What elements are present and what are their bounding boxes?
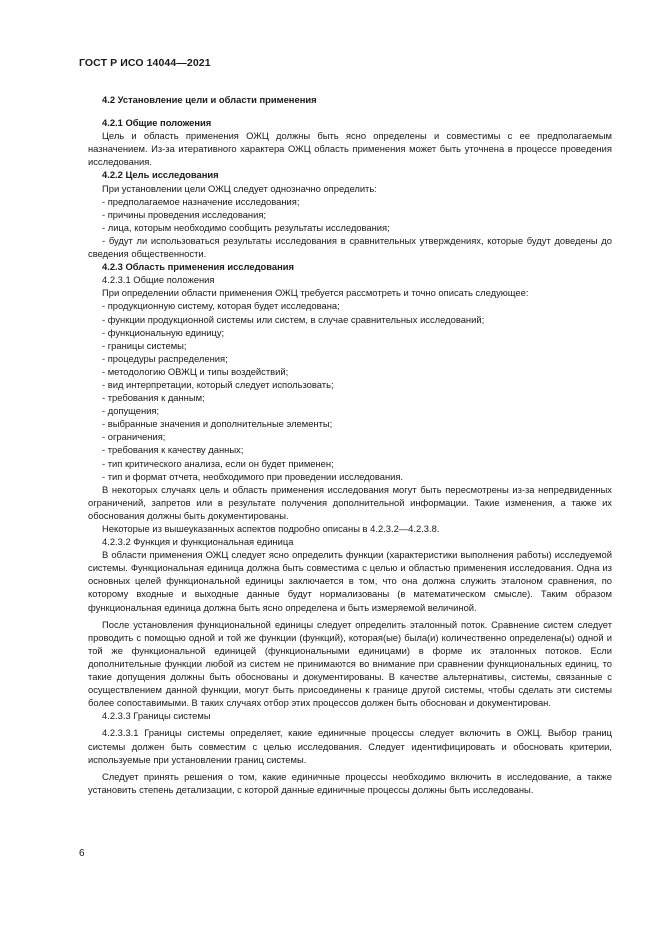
section-4-2-3-title: 4.2.3 Область применения исследования bbox=[102, 261, 294, 273]
section-4-2-3-2-paragraph: В области применения ОЖЦ следует ясно определить функции (характеристики выполнения работы) исследуемой системы. Функциональная единица должна быть совместима с целью и областью применения исследования. Одна из основных целей функциональной единицы заключается в том, что она должна служить эталоном сравнения, по которому входные и выходные данные будут нормализованы (в математическом смысле). Таким образом функциональная единица должна быть ясно определена и быть измеряемой величиной. bbox=[88, 549, 612, 613]
document-header: ГОСТ Р ИСО 14044—2021 bbox=[79, 57, 211, 69]
section-4-2-3-1-intro: При определении области применения ОЖЦ требуется рассмотреть и точно описать следующее: bbox=[102, 287, 529, 299]
list-item: - допущения; bbox=[102, 405, 160, 417]
list-item: - функциональную единицу; bbox=[102, 326, 225, 338]
section-4-2-3-3-1-paragraph: Следует принять решения о том, какие единичные процессы необходимо включить в исследование, а также установить степень детализации, с которой данные единичные процессы должны быть исследованы. bbox=[88, 770, 612, 795]
section-4-2-3-1-title: 4.2.3.1 Общие положения bbox=[102, 274, 215, 286]
page-number: 6 bbox=[79, 848, 85, 859]
section-4-2-title: 4.2 Установление цели и области применения bbox=[102, 94, 317, 105]
list-item: - тип критического анализа, если он будет применен; bbox=[102, 457, 334, 469]
section-4-2-3-1-paragraph: В некоторых случаях цель и область применения исследования могут быть пересмотрены из-за непредвиденных ограничений, запретов или в результате получения дополнительной информации. Такие изменения, а также их обоснования должны быть документированы. bbox=[88, 483, 612, 521]
section-4-2-3-2-title: 4.2.3.2 Функция и функциональная единица bbox=[102, 536, 294, 548]
list-item: - выбранные значения и дополнительные элементы; bbox=[102, 418, 333, 430]
list-item: - методологию ОВЖЦ и типы воздействий; bbox=[102, 365, 289, 377]
list-item: - лица, которым необходимо сообщить результаты исследования; bbox=[102, 221, 390, 233]
list-item: - границы системы; bbox=[102, 339, 187, 351]
list-item: - требования к данным; bbox=[102, 392, 205, 404]
section-4-2-2-title: 4.2.2 Цель исследования bbox=[102, 169, 219, 181]
list-item: - требования к качеству данных; bbox=[102, 444, 244, 456]
list-item: - продукционную систему, которая будет исследована; bbox=[102, 300, 340, 312]
list-item: - предполагаемое назначение исследования; bbox=[102, 195, 300, 207]
list-item: - ограничения; bbox=[102, 431, 166, 443]
section-4-2-2-intro: При установлении цели ОЖЦ следует однозначно определить: bbox=[102, 182, 377, 194]
section-4-2-1-title: 4.2.1 Общие положения bbox=[102, 117, 212, 129]
section-4-2-3-3-1-paragraph: 4.2.3.3.1 Границы системы определяет, какие единичные процессы следует включить в ОЖЦ. Выбор границ системы должен быть совместим с целью исследования. Следует идентифицировать и обосновать критерии, используемые при установлении границ системы. bbox=[88, 727, 612, 765]
section-4-2-3-1-reference: Некоторые из вышеуказанных аспектов подробно описаны в 4.2.3.2—4.2.3.8. bbox=[102, 523, 440, 534]
list-item: - тип и формат отчета, необходимого при проведении исследования. bbox=[102, 470, 404, 482]
list-item: - причины проведения исследования; bbox=[102, 208, 267, 220]
section-4-2-3-2-paragraph: После установления функциональной единицы следует определить эталонный поток. Сравнение систем следует проводить с помощью одной и той же функции (функций), которая(ые) была(и) количественно определена(ы) одной и той же функциональной единицей (функциональными единицами) в форме их эталонных потоков. Если дополнительные функции любой из систем не принимаются во внимание при сравнении функциональных единиц, то такие допущения должны быть обоснованы и документированы. В качестве альтернативы, системы, связанные с осуществлением данной функции, могут быть присоединены к границе другой системы, чтобы сделать эти системы более сопоставимыми. В таких случаях отбор этих процессов должен быть обоснован и документирован. bbox=[88, 618, 612, 709]
section-4-2-1-text: Цель и область применения ОЖЦ должны быть ясно определены и совместимы с ее предполагаемым назначением. Из-за итеративного характера ОЖЦ область применения может быть уточнена в процессе проведения исследования. bbox=[88, 130, 612, 168]
list-item: - процедуры распределения; bbox=[102, 352, 228, 364]
document-body bbox=[88, 93, 612, 796]
list-item: - функции продукционной системы или систем, в случае сравнительных исследований; bbox=[102, 313, 485, 325]
list-item: - будут ли использоваться результаты исследования в сравнительных утверждениях, которые будут доведены до сведения общественности. bbox=[88, 234, 612, 260]
list-item: - вид интерпретации, который следует использовать; bbox=[102, 378, 334, 390]
section-4-2-3-3-title: 4.2.3.3 Границы системы bbox=[102, 710, 211, 722]
